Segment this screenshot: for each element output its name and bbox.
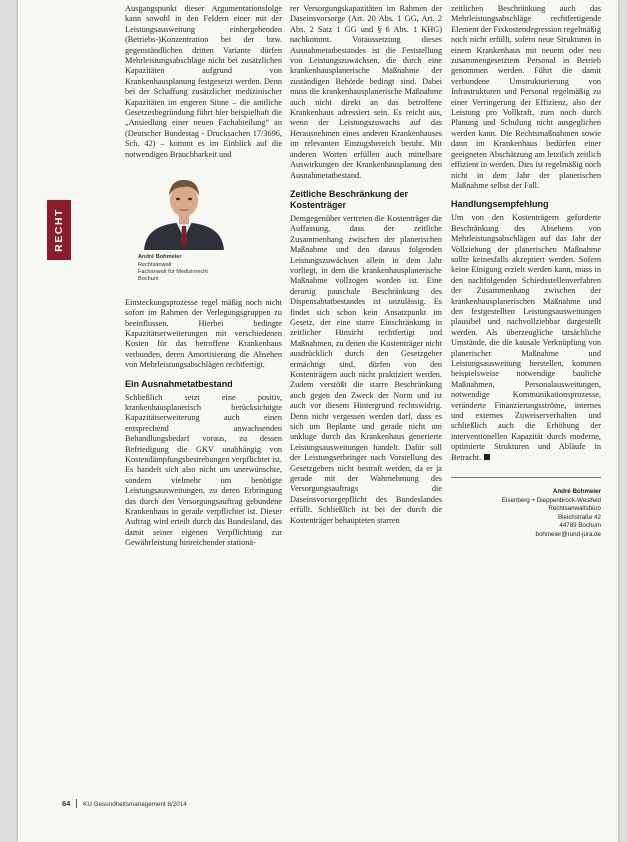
heading-ausnahmetatbestand: Ein Ausnahmetatbestand <box>125 378 233 389</box>
column-3 <box>451 4 601 540</box>
col3-paragraph-2 <box>451 213 601 463</box>
contact-office: Rechtsanwaltsbüro <box>548 505 601 513</box>
col3-paragraph-1: zeitlichen Beschränkung auch das Mehrleistungsabschläge rechtfertigende Element der Fixkostendegression regelmäßig noch nicht erfüllt, sofern neue Strukturen in einem Krankenhaus mit neuem oder neu zusammengesetztem Personal in Betrieb genommen werden. Führt die damit verbundene Umstrukturierung von Infrastrukturen und Personal regelmäßig zu einer Verringerung der Effizienz, also der Leistung pro Vollkraft, zum noch durch Planung und Schulung nicht ausgeglichen werden kann. Die Rechtsmaßnahmen sowie dann im Krankenhaus bedürfen einer geeigneten Abschätzung am letztlich zeitlich effizient in werden. Dies ist regelmäßig noch nicht in dem Jahr der planerischen Maßnahme selbst der Fall. <box>451 4 601 190</box>
footer-divider <box>76 799 77 808</box>
contact-street: Bleichstraße 42 <box>558 513 601 521</box>
author-portrait <box>138 172 230 250</box>
portrait-caption <box>138 254 282 284</box>
col2-paragraph-1: rer Versorgungskapazitäten im Rahmen der Daseinsvorsorge (Art. 20 Abs. 1 GG, Art. 2 Abs. 2 Satz 1 GG und § 6 Abs. 1 KHG) nachkommt. Voraussetzung dieses Ausnahmetatbestandes ist die Feststellung von Leistungszuwächsen, die durch eine krankenhausplanerische Maßnahme der zuständigen Behörde bedingt sind. Dabei muss die krankenhausplanerische Maßnahme auch nicht direkt an das betroffene Krankenhaus adressiert sein. Es reicht aus, wenn der Leistungszuwachs auf das Herausnehmen eines anderen Krankenhauses im relevanten Einzugsbereich beruht. Mit anderen Worten erfüllen auch mittelbare Auswirkungen der Krankenhausplanung den Ausnahmetatbestand. <box>290 4 442 180</box>
author-contact <box>451 488 601 540</box>
contact-city: 44789 Bochum <box>559 522 601 530</box>
col3-paragraph-2-text: Um von den Kostenträgern geforderte Beschränkung des Absehens von Mehrleistungsabschlägen auf das Jahr der Vollziehung der planerischen Maßnahme sollte keinesfalls akzeptiert werden. Sofern keine Einigung erzielt werden kann, muss in den nachfolgenden Schiedsstellenverfahren der Zusammenhang zwischen der krankenhausplanerischen Maßnahme und den festgestellten Leistungsausweitungen plausibel und nachvollziehbar dargestellt werden. Als überzeugliche tatsächliche Umstände, die die kausale Verknüpfung von planerischer Maßnahme und Leistungsausweitung herstellen, kommen beispielsweise notwendige bauliche Maßnahmen, Personalausweitungen, notwendige Kommunikationsprozesse, veränderte Finanzierungsströme, internes und externes Zuweiserverhalten und schließlich auch die Erhöhung der interventionellen Kapazität durch moderne, optimierte Strukturen und Abläufe in Betracht. <box>451 213 601 462</box>
caption-name: André Bohmeier <box>138 254 182 261</box>
page-footer <box>62 799 187 808</box>
col1-paragraph-1: Ausgangspunkt dieser Argumentationsfolge kann sowohl in den Feldern einer mit der Leistungsausweitung einhergehenden (Betriebs-)Konzentration bei der bzw. gegenständlichen dritten Variante dürfen Mehrleistungsabschläge nicht bei zusätzlichen Kapazitäten aufgrund von Krankenhausplanung festgesetzt werden. Denn bei der Schaffung zusätzlicher medizinischer Kapazitäten im engeren Sinne – die amtliche Gesetzesbegründung führt hier beispielhaft die „Ansiedlung einer neuen Fachabteilung“ an (Deutscher Bundestag - Drucksachen 17/3696, Sch. 42) – kommt es im Einblick auf die notwendigen Brauchbarkeit und <box>125 4 282 159</box>
column-1 <box>125 4 282 549</box>
contact-firm: Eisenberg + Dieppenbrock-Westfeld <box>501 496 601 504</box>
caption-line-2: Rechtsanwalt <box>138 261 172 268</box>
column-2 <box>290 4 442 526</box>
caption-line-4: Bochum <box>138 276 159 283</box>
col2-paragraph-2: Demgegenüber vertreten die Kostenträger die Auffassung, dass der zeitliche Zusammenhang zwischen der planerischen Maßnahme und den daraus folgenden Leistungszuwächsen allein in dem Jahr vorliegt, in dem die krankenhausplanerische Maßnahme vollzogen worden ist. Eine derartig pauschale Beschränkung des Dispensabtatbestandes ist unzulässig. Es findet sich schon kein Ansatzpunkt im Gesetz, der eine starre Einschränkung in zeitlicher Hinsicht rechtfertigt und Maßnahmen, zu denen die Kostenträger nicht ausdrücklich durch den Gesetzgeber ermächtigt sind, dürfen von den Kostenträgern auch nicht praktiziert werden. Zudem verstößt die starre Beschränkung auch gegen den Zweck der Norm und ist auch vor diesem Hintergrund rechtswidrig. Denn nicht vergessen werden darf, dass es sich um Beplante und gerade nicht um unkluge durch das Krankenhaus generierte Leistungsausweitungen handelt. Dafür soll der Leistungserbringer nach Vorstellung des Gesetzgebers nicht bestraft werden, da er ja gerade mit der Wahrnehmung des Versorgungsauftrags die Daseinsvorsorgepflicht des Bundeslandes erfüllt. Schließlich ist bei der durch die Kostenträger behaupteten starren <box>290 213 442 525</box>
contact-divider <box>451 477 601 478</box>
publication-name: KU Gesundheitsmanagement 8/2014 <box>83 801 187 808</box>
contact-name: André Bohmeier <box>552 488 601 496</box>
caption-line-3: Fachanwalt für Medizinrecht <box>138 268 208 275</box>
heading-zeitliche-beschraenkung: Zeitliche Beschränkung der Kostenträger <box>290 188 409 210</box>
page-number: 64 <box>62 799 71 808</box>
end-of-article-mark <box>484 454 490 460</box>
section-tab-label: RECHT <box>53 208 65 252</box>
section-tab <box>47 200 71 260</box>
heading-handlungsempfehlung: Handlungsempfehlung <box>451 199 549 210</box>
col1-paragraph-2: Einsteckungsprozesse regel mäßig noch nicht sofort im Rahmen der Verlegungsgruppen zu beeinflussen. Hierbei bedingte Kapazitätserweiterungen mit verschiedenen Kosten für das betroffene Krankenhaus verbunden, deren Amortisierung die Absehen von Mehrleistungsabschlägen rechtfertigt. <box>125 297 282 370</box>
col1-paragraph-3: Schließlich setzt eine positiv, krankenhausplanerisch berücksichtigte Kapazitätserweiterung auch einen entsprechend anwachsenden Behandlungsbedarf voraus, zu dessen Befriedigung die GKV unabhängig von Kostendämpfungsbestrebungen verpflichtet ist. Es handelt sich also nicht um unerwünschte, sondern vielmehr um benötigte Leistungsausweitungen, zu deren Erbringung das durch den Versorgungsauftrag gebundene Krankenhaus in gerade verpflichtet ist. Dieser Auftrag wird erteilt durch das Bundesland, das damit seiner eigenen Verpflichtung zur Gewährleistung hinreichender stationä- <box>125 392 282 548</box>
contact-email: bohmeier@rund-jura.de <box>535 531 601 539</box>
magazine-page <box>18 0 618 842</box>
